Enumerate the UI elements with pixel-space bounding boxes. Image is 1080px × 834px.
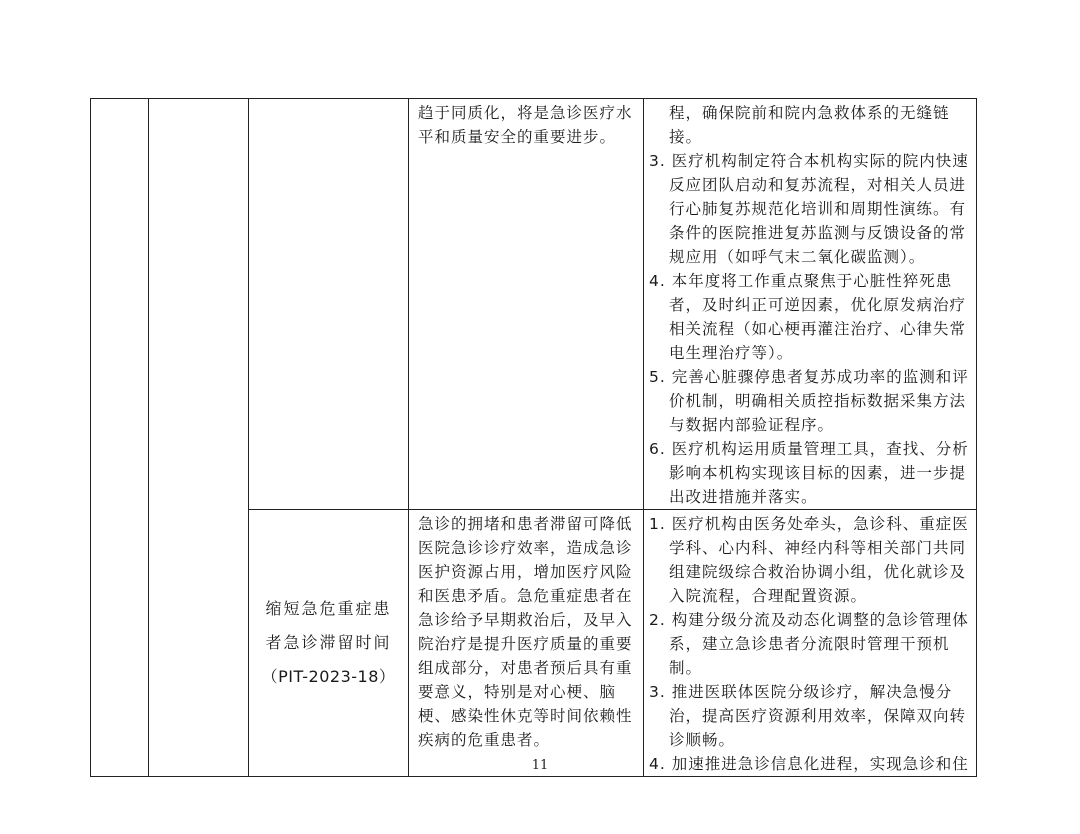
index-column-cell <box>91 99 149 777</box>
measure-item: 4. 加速推进急诊信息化进程，实现急诊和住 <box>649 755 969 773</box>
quality-goals-table <box>90 98 977 777</box>
goal-code: （PIT-2023-18） <box>261 667 396 686</box>
significance-cell <box>409 510 644 777</box>
category-column-cell <box>149 99 249 777</box>
measure-item: 2. 构建分级分流及动态化调整的急诊管理体系，建立急诊患者分流限时管理干预机制。 <box>649 611 969 677</box>
measure-item: 6. 医疗机构运用质量管理工具，查找、分析影响本机构实现该目标的因素，进一步提出改进措施并落实。 <box>649 440 969 506</box>
measure-item: 5. 完善心脏骤停患者复苏成功率的监测和评价机制，明确相关质控指标数据采集方法与数据内部验证程序。 <box>649 368 969 434</box>
measure-continuation: 程，确保院前和院内急救体系的无缝链接。 <box>669 104 950 146</box>
goal-title-cell <box>249 510 409 777</box>
significance-text: 急诊的拥堵和患者滞留可降低医院急诊诊疗效率，造成急诊医护资源占用，增加医疗风险和医患矛盾。急危重症患者在急诊给予早期救治后，及早入院治疗是提升医疗质量的重要组成部分，对患者预后具有重要意义，特别是对心梗、脑梗、感染性休克等时间依赖性疾病的危重患者。 <box>418 515 633 749</box>
table-row <box>91 99 977 510</box>
goal-title: 缩短急危重症患者急诊滞留时间 <box>265 599 392 652</box>
measure-item: 1. 医疗机构由医务处牵头，急诊科、重症医学科、心内科、神经内科等相关部门共同组建院级综合救治协调小组，优化就诊及入院流程，合理配置资源。 <box>649 515 969 605</box>
page-number: 11 <box>531 758 549 773</box>
measures-cell <box>644 99 977 510</box>
significance-cell <box>409 99 644 510</box>
significance-text: 趋于同质化，将是急诊医疗水平和质量安全的重要进步。 <box>418 104 633 146</box>
goal-title-cell <box>249 99 409 510</box>
measure-item: 3. 医疗机构制定符合本机构实际的院内快速反应团队启动和复苏流程，对相关人员进行心肺复苏规范化培训和周期性演练。有条件的医院推进复苏监测与反馈设备的常规应用（如呼气末二氧化碳监测）。 <box>649 152 969 266</box>
measures-cell <box>644 510 977 777</box>
measure-item: 3. 推进医联体医院分级诊疗，解决急慢分治，提高医疗资源利用效率，保障双向转诊顺畅。 <box>649 683 967 749</box>
measure-item: 4. 本年度将工作重点聚焦于心脏性猝死患者，及时纠正可逆因素，优化原发病治疗相关流程（如心梗再灌注治疗、心律失常电生理治疗等）。 <box>649 272 967 362</box>
